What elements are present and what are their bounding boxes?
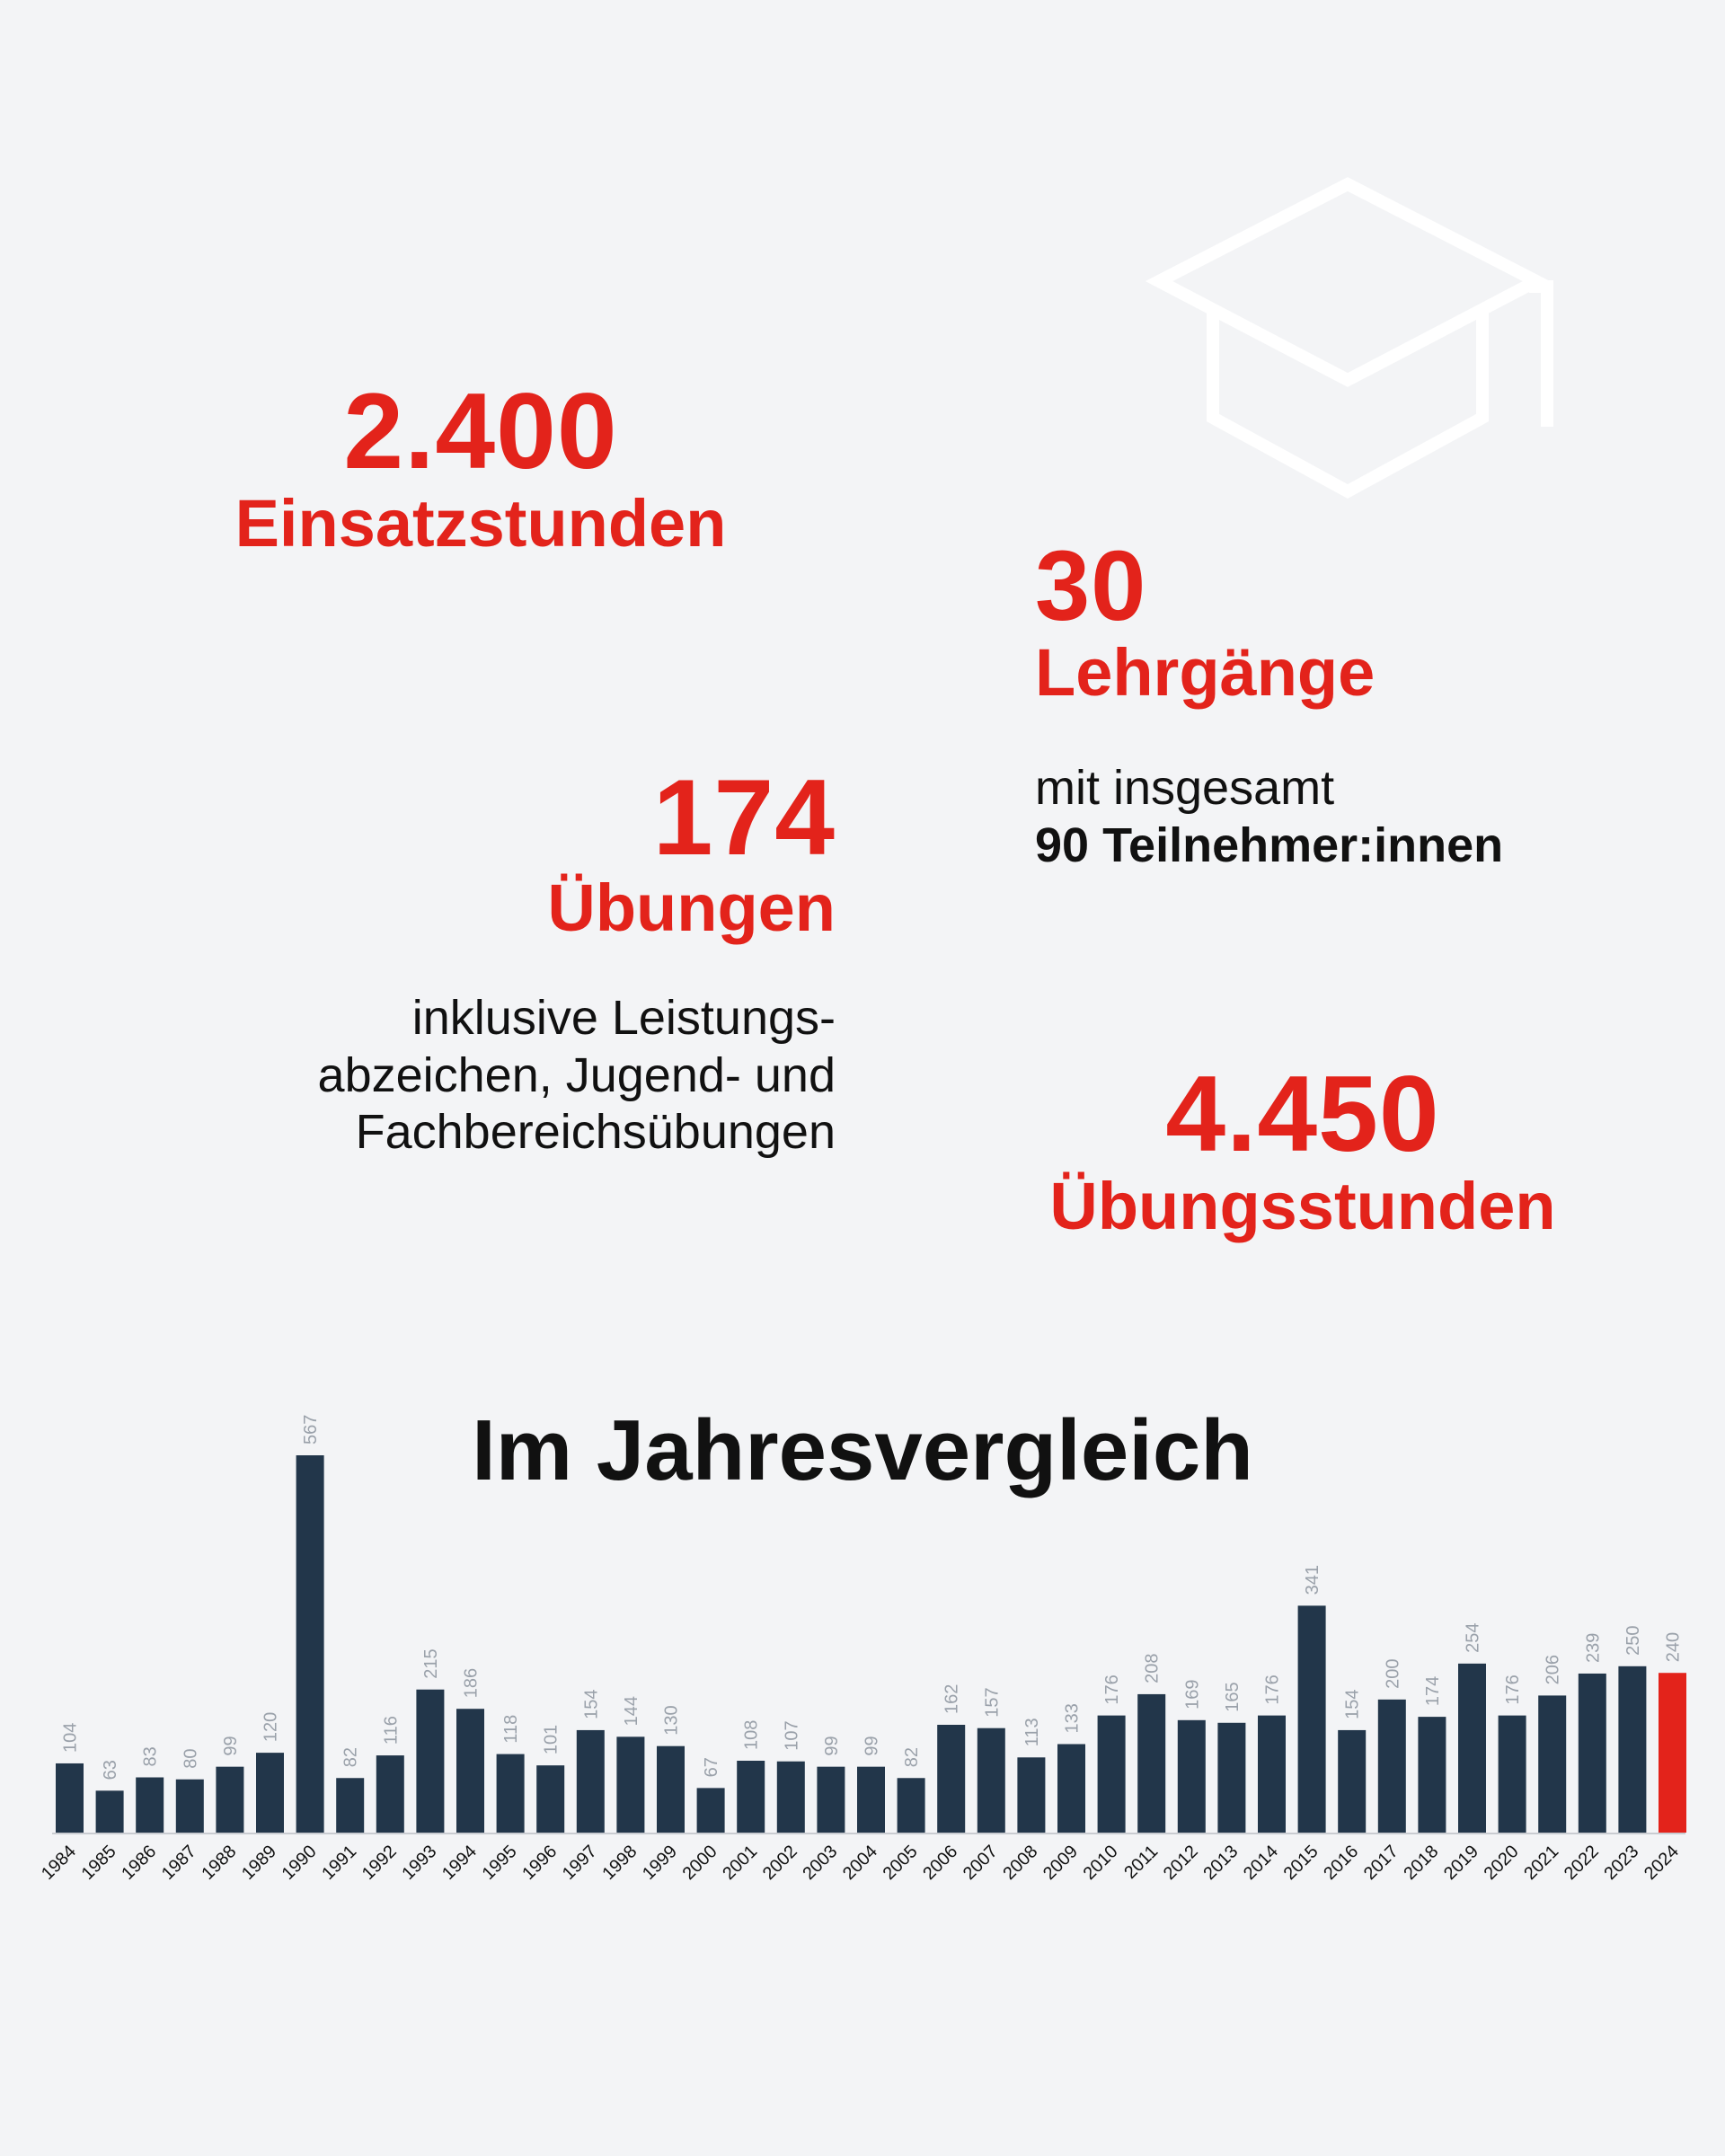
value-label-2016: 154 — [1342, 1689, 1363, 1719]
bar-2013 — [1217, 1723, 1245, 1833]
value-label-1989: 120 — [261, 1711, 281, 1743]
bar-2008 — [1017, 1757, 1045, 1833]
desc-line: Fachbereichsübungen — [355, 1105, 836, 1160]
value-label-2024: 240 — [1663, 1631, 1684, 1663]
value-label-2019: 254 — [1463, 1622, 1483, 1653]
tick-label-2005: 2005 — [879, 1841, 922, 1885]
tick-label-2011: 2011 — [1120, 1841, 1163, 1883]
value-label-2008: 113 — [1022, 1718, 1042, 1747]
tick-label-1992: 1992 — [358, 1841, 401, 1885]
stat-label: Übungen — [547, 870, 836, 945]
value-label-1993: 215 — [420, 1648, 441, 1679]
bar-1987 — [176, 1780, 204, 1833]
tick-label-2013: 2013 — [1199, 1841, 1243, 1885]
stat-label: Einsatzstunden — [234, 486, 727, 561]
chart-title: Im Jahresvergleich — [472, 1402, 1253, 1498]
value-label-1995: 118 — [501, 1714, 522, 1744]
tick-label-2004: 2004 — [839, 1841, 882, 1885]
bar-1984 — [56, 1763, 84, 1833]
bar-1999 — [657, 1746, 685, 1833]
bar-2021 — [1538, 1695, 1566, 1833]
tick-label-2019: 2019 — [1440, 1841, 1483, 1885]
bar-2016 — [1338, 1730, 1366, 1833]
value-label-1999: 130 — [661, 1705, 682, 1736]
bar-2000 — [697, 1788, 725, 1833]
tick-label-2012: 2012 — [1159, 1841, 1202, 1885]
value-label-2014: 176 — [1262, 1674, 1283, 1705]
tick-label-1991: 1991 — [318, 1841, 361, 1885]
tick-label-1996: 1996 — [518, 1841, 562, 1885]
tick-label-1984: 1984 — [38, 1841, 81, 1885]
value-label-1998: 144 — [621, 1695, 641, 1727]
tick-label-1999: 1999 — [639, 1841, 682, 1885]
tick-label-2023: 2023 — [1600, 1841, 1643, 1885]
tick-label-2009: 2009 — [1039, 1841, 1083, 1885]
bar-2012 — [1178, 1720, 1206, 1833]
bar-2001 — [737, 1761, 765, 1833]
value-label-1988: 99 — [220, 1736, 241, 1756]
tick-label-2007: 2007 — [959, 1841, 1002, 1885]
value-label-1987: 80 — [181, 1748, 201, 1769]
tick-label-2017: 2017 — [1359, 1841, 1402, 1885]
tick-label-2003: 2003 — [799, 1841, 842, 1885]
bar-2023 — [1618, 1666, 1646, 1833]
bar-2015 — [1298, 1605, 1326, 1833]
tick-label-1985: 1985 — [77, 1841, 120, 1885]
tick-label-2001: 2001 — [719, 1841, 762, 1885]
value-label-2015: 341 — [1303, 1565, 1323, 1595]
tick-label-2021: 2021 — [1520, 1841, 1563, 1885]
bar-2005 — [898, 1778, 925, 1833]
tick-label-2022: 2022 — [1560, 1841, 1603, 1885]
tick-label-1993: 1993 — [398, 1841, 441, 1885]
bar-2011 — [1137, 1694, 1165, 1833]
tick-label-2006: 2006 — [919, 1841, 962, 1885]
bar-2004 — [857, 1767, 885, 1833]
tick-label-2015: 2015 — [1279, 1841, 1322, 1885]
value-label-1985: 63 — [101, 1760, 121, 1780]
desc-line: abzeichen, Jugend- und — [317, 1047, 836, 1102]
bar-2006 — [937, 1725, 965, 1833]
value-label-2023: 250 — [1623, 1625, 1643, 1656]
value-label-2018: 174 — [1422, 1675, 1443, 1707]
value-label-2000: 67 — [702, 1757, 722, 1778]
tick-label-1998: 1998 — [598, 1841, 641, 1885]
bar-2010 — [1098, 1716, 1126, 1833]
tick-label-2014: 2014 — [1240, 1841, 1283, 1885]
value-label-1991: 82 — [341, 1747, 361, 1768]
value-label-2010: 176 — [1102, 1674, 1123, 1705]
value-label-2022: 239 — [1583, 1632, 1604, 1663]
tick-label-1988: 1988 — [198, 1841, 241, 1885]
bar-1998 — [616, 1736, 644, 1833]
tick-label-2018: 2018 — [1400, 1841, 1443, 1885]
value-label-1992: 116 — [381, 1716, 402, 1745]
value-label-2003: 99 — [821, 1736, 842, 1756]
value-label-2017: 200 — [1383, 1658, 1403, 1689]
bar-1994 — [456, 1709, 484, 1833]
bar-1995 — [497, 1754, 525, 1833]
desc-line-bold: 90 Teilnehmer:innen — [1035, 817, 1504, 872]
bar-1991 — [336, 1778, 364, 1833]
bar-1990 — [296, 1455, 324, 1833]
value-label-1990: 567 — [301, 1414, 322, 1445]
bar-1989 — [256, 1753, 284, 1833]
bar-2014 — [1258, 1716, 1286, 1833]
tick-label-1995: 1995 — [478, 1841, 521, 1885]
bar-1986 — [136, 1778, 164, 1833]
tick-label-2020: 2020 — [1480, 1841, 1523, 1885]
value-label-2009: 133 — [1062, 1703, 1083, 1734]
tick-label-1997: 1997 — [558, 1841, 601, 1885]
bar-1992 — [376, 1755, 404, 1833]
tick-label-1994: 1994 — [438, 1841, 482, 1885]
desc-line: mit insgesamt — [1035, 761, 1335, 815]
value-label-2020: 176 — [1503, 1674, 1524, 1705]
tick-label-1989: 1989 — [238, 1841, 281, 1885]
bar-1985 — [96, 1790, 124, 1833]
tick-label-1987: 1987 — [157, 1841, 200, 1885]
value-label-2012: 169 — [1182, 1679, 1203, 1710]
bar-2003 — [817, 1767, 845, 1833]
tick-label-1990: 1990 — [278, 1841, 321, 1885]
tick-label-2024: 2024 — [1641, 1841, 1684, 1885]
bar-2022 — [1579, 1674, 1606, 1833]
bar-1988 — [216, 1767, 243, 1833]
bar-2024 — [1659, 1673, 1686, 1833]
tick-label-2000: 2000 — [678, 1841, 721, 1885]
value-label-1986: 83 — [140, 1746, 161, 1767]
value-label-2006: 162 — [942, 1683, 962, 1714]
desc-line: inklusive Leistungs- — [411, 991, 836, 1045]
stat-value: 2.400 — [343, 371, 618, 491]
stat-value: 4.450 — [1165, 1054, 1440, 1174]
tick-label-2016: 2016 — [1320, 1841, 1363, 1885]
bar-2007 — [978, 1728, 1005, 1833]
value-label-2021: 206 — [1543, 1655, 1563, 1685]
value-label-2013: 165 — [1222, 1682, 1243, 1712]
value-label-1996: 101 — [541, 1724, 562, 1755]
value-label-2001: 108 — [741, 1719, 762, 1750]
bar-2020 — [1499, 1716, 1526, 1833]
bar-1993 — [416, 1690, 444, 1833]
stat-value: 174 — [652, 757, 836, 878]
bar-1997 — [577, 1730, 605, 1833]
value-label-1984: 104 — [60, 1722, 81, 1753]
bar-2009 — [1057, 1744, 1085, 1833]
bar-2017 — [1378, 1700, 1406, 1833]
bar-2018 — [1418, 1717, 1446, 1833]
bar-1996 — [536, 1765, 564, 1833]
tick-label-2010: 2010 — [1079, 1841, 1122, 1885]
value-label-2007: 157 — [982, 1687, 1003, 1718]
bar-2002 — [777, 1762, 805, 1833]
value-label-2011: 208 — [1142, 1653, 1163, 1683]
value-label-2004: 99 — [862, 1736, 882, 1756]
tick-label-2002: 2002 — [758, 1841, 801, 1885]
tick-label-2008: 2008 — [999, 1841, 1042, 1885]
stat-value: 30 — [1035, 531, 1147, 641]
value-label-2005: 82 — [902, 1747, 923, 1768]
value-label-1994: 186 — [461, 1667, 482, 1699]
value-label-2002: 107 — [782, 1720, 802, 1751]
value-label-1997: 154 — [581, 1689, 602, 1719]
tick-label-1986: 1986 — [118, 1841, 161, 1885]
stat-label: Übungsstunden — [1049, 1169, 1556, 1243]
bar-2019 — [1458, 1664, 1486, 1833]
stat-label: Lehrgänge — [1035, 635, 1376, 710]
